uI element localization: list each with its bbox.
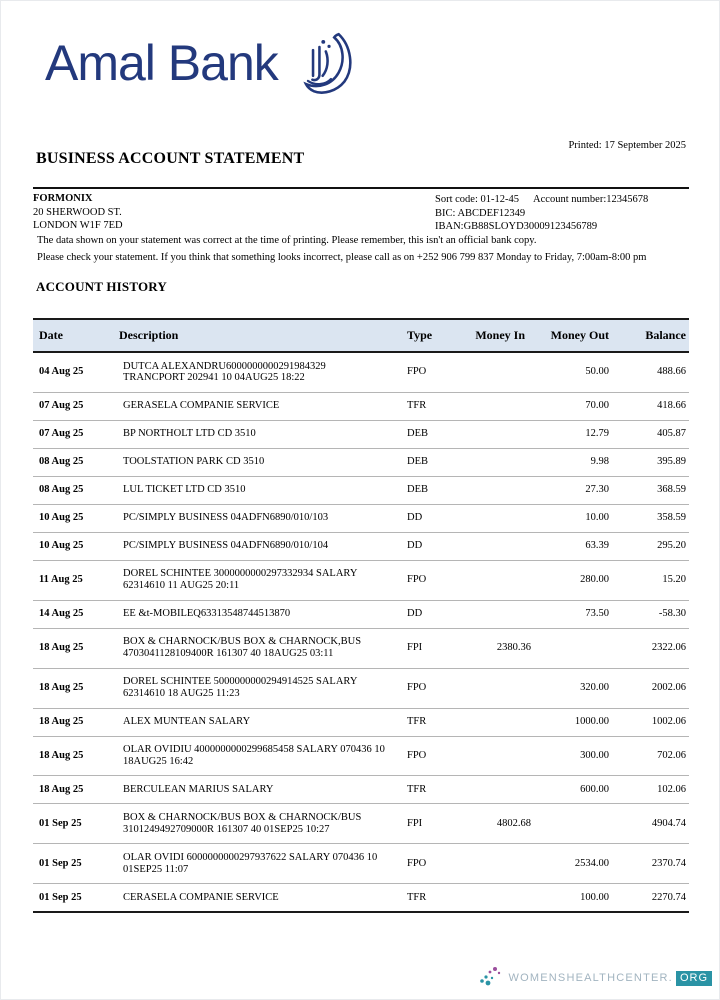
table-row — [33, 420, 689, 448]
cell-date: 08 Aug 25 — [33, 476, 119, 504]
cell-balance: 702.06 — [617, 736, 689, 776]
cell-balance: 488.66 — [617, 352, 689, 392]
notice-line2: Please check your statement. If you think that something looks incorrect, please call as on +252 906 799 837 Monday to Friday, 7:00am-8:00 pm — [37, 251, 647, 263]
cell-type: FPI — [399, 628, 455, 668]
cell-description: BOX & CHARNOCK/BUS BOX & CHARNOCK,BUS 4703041128109400R 161307 40 18AUG25 03:11 — [119, 628, 399, 668]
cell-date: 18 Aug 25 — [33, 668, 119, 708]
cell-balance: 395.89 — [617, 448, 689, 476]
cell-money-in — [455, 352, 533, 392]
account-address-line1: 20 SHERWOOD ST. — [33, 206, 122, 218]
cell-money-in — [455, 844, 533, 884]
cell-balance: 4904.74 — [617, 804, 689, 844]
cell-money-out: 27.30 — [533, 476, 617, 504]
cell-type: FPI — [399, 804, 455, 844]
cell-balance: 418.66 — [617, 392, 689, 420]
table-row — [33, 884, 689, 912]
cell-balance: 15.20 — [617, 560, 689, 600]
cell-description: DUTCA ALEXANDRU6000000000291984329 TRANCPORT 202941 10 04AUG25 18:22 — [119, 352, 399, 392]
cell-type: FPO — [399, 560, 455, 600]
cell-type: DD — [399, 532, 455, 560]
cell-money-in: 2380.36 — [455, 628, 533, 668]
account-history-table-wrap — [33, 318, 689, 913]
cell-description: PC/SIMPLY BUSINESS 04ADFN6890/010/103 — [119, 504, 399, 532]
cell-date: 14 Aug 25 — [33, 600, 119, 628]
cell-type: TFR — [399, 708, 455, 736]
site-tld-badge: ORG — [676, 971, 712, 986]
site-name-text: WOMENSHEALTHCENTER. — [508, 972, 673, 984]
cell-money-in — [455, 476, 533, 504]
cell-description: EE &t-MOBILEQ63313548744513870 — [119, 600, 399, 628]
cell-money-out: 600.00 — [533, 776, 617, 804]
cell-date: 07 Aug 25 — [33, 392, 119, 420]
table-row — [33, 448, 689, 476]
cell-description: OLAR OVIDIU 4000000000299685458 SALARY 070436 10 18AUG25 16:42 — [119, 736, 399, 776]
table-row — [33, 600, 689, 628]
cell-money-in — [455, 392, 533, 420]
cell-balance: 2002.06 — [617, 668, 689, 708]
cell-type: TFR — [399, 776, 455, 804]
cell-money-out — [533, 628, 617, 668]
cell-type: TFR — [399, 884, 455, 912]
amal-bank-emblem — [290, 31, 354, 95]
cell-description: PC/SIMPLY BUSINESS 04ADFN6890/010/104 — [119, 532, 399, 560]
cell-type: FPO — [399, 736, 455, 776]
cell-description: ALEX MUNTEAN SALARY — [119, 708, 399, 736]
iban: IBAN:GB88SLOYD30009123456789 — [435, 221, 598, 233]
cell-money-out: 320.00 — [533, 668, 617, 708]
cell-money-in — [455, 600, 533, 628]
sort-code: Sort code: 01-12-45 — [435, 194, 519, 205]
cell-money-out: 63.39 — [533, 532, 617, 560]
cell-money-in — [455, 776, 533, 804]
cell-money-out: 9.98 — [533, 448, 617, 476]
statement-notice — [37, 233, 646, 267]
cell-money-in — [455, 708, 533, 736]
womenshealthcenter-logo — [479, 966, 712, 990]
col-header-money-in: Money In — [455, 319, 533, 352]
table-row — [33, 736, 689, 776]
cell-description: BP NORTHOLT LTD CD 3510 — [119, 420, 399, 448]
cell-money-out: 1000.00 — [533, 708, 617, 736]
table-row — [33, 560, 689, 600]
cell-description: LUL TICKET LTD CD 3510 — [119, 476, 399, 504]
cell-date: 04 Aug 25 — [33, 352, 119, 392]
cell-money-out: 70.00 — [533, 392, 617, 420]
table-row — [33, 392, 689, 420]
cell-money-out: 300.00 — [533, 736, 617, 776]
cell-money-out: 12.79 — [533, 420, 617, 448]
cell-balance: 2270.74 — [617, 884, 689, 912]
bank-logo-text: Amal Bank — [45, 35, 278, 91]
cell-type: DEB — [399, 420, 455, 448]
col-header-type: Type — [399, 319, 455, 352]
cell-description: DOREL SCHINTEE 3000000000297332934 SALARY 62314610 11 AUG25 20:11 — [119, 560, 399, 600]
cell-money-in — [455, 420, 533, 448]
cell-money-out: 50.00 — [533, 352, 617, 392]
cell-type: FPO — [399, 352, 455, 392]
cell-balance: 2322.06 — [617, 628, 689, 668]
cell-money-in — [455, 560, 533, 600]
table-row — [33, 352, 689, 392]
cell-money-in — [455, 504, 533, 532]
table-row — [33, 844, 689, 884]
cell-money-in — [455, 532, 533, 560]
cell-money-in — [455, 736, 533, 776]
cell-description: TOOLSTATION PARK CD 3510 — [119, 448, 399, 476]
table-row — [33, 532, 689, 560]
account-number: Account number:12345678 — [533, 194, 649, 205]
table-row — [33, 776, 689, 804]
bic: BIC: ABCDEF12349 — [435, 207, 526, 219]
cell-date: 10 Aug 25 — [33, 532, 119, 560]
cell-balance: 102.06 — [617, 776, 689, 804]
cell-date: 18 Aug 25 — [33, 736, 119, 776]
cell-date: 11 Aug 25 — [33, 560, 119, 600]
cell-type: DD — [399, 600, 455, 628]
col-header-description: Description — [119, 319, 399, 352]
account-address-line2: LONDON W1F 7ED — [33, 220, 123, 232]
cell-balance: 368.59 — [617, 476, 689, 504]
page-title: BUSINESS ACCOUNT STATEMENT — [36, 150, 305, 167]
col-header-date: Date — [33, 319, 119, 352]
cell-date: 18 Aug 25 — [33, 628, 119, 668]
cell-money-out — [533, 804, 617, 844]
account-numbers-block — [435, 193, 689, 234]
cell-description: BERCULEAN MARIUS SALARY — [119, 776, 399, 804]
account-history-heading: ACCOUNT HISTORY — [36, 279, 168, 294]
cell-type: FPO — [399, 668, 455, 708]
table-row — [33, 804, 689, 844]
table-row — [33, 504, 689, 532]
cell-money-out: 10.00 — [533, 504, 617, 532]
cell-balance: 1002.06 — [617, 708, 689, 736]
account-holder-name: FORMONIX — [33, 193, 93, 204]
table-row — [33, 708, 689, 736]
notice-line1: The data shown on your statement was correct at the time of printing. Please remember, this isn't an official bank copy. — [37, 235, 537, 246]
cell-balance: 358.59 — [617, 504, 689, 532]
cell-date: 01 Sep 25 — [33, 884, 119, 912]
cell-description: CERASELA COMPANIE SERVICE — [119, 884, 399, 912]
cell-description: OLAR OVIDI 6000000000297937622 SALARY 070436 10 01SEP25 11:07 — [119, 844, 399, 884]
cell-money-out: 73.50 — [533, 600, 617, 628]
cell-date: 01 Sep 25 — [33, 844, 119, 884]
cell-date: 01 Sep 25 — [33, 804, 119, 844]
table-header-row — [33, 319, 689, 352]
cell-balance: 405.87 — [617, 420, 689, 448]
cell-type: DEB — [399, 476, 455, 504]
cell-date: 07 Aug 25 — [33, 420, 119, 448]
cell-type: DEB — [399, 448, 455, 476]
cell-type: FPO — [399, 844, 455, 884]
printed-date: Printed: 17 September 2025 — [568, 140, 686, 151]
cell-money-in — [455, 448, 533, 476]
cell-money-out: 280.00 — [533, 560, 617, 600]
col-header-balance: Balance — [617, 319, 689, 352]
table-row — [33, 476, 689, 504]
table-row — [33, 668, 689, 708]
cell-description: DOREL SCHINTEE 5000000000294914525 SALARY 62314610 18 AUG25 11:23 — [119, 668, 399, 708]
cell-description: GERASELA COMPANIE SERVICE — [119, 392, 399, 420]
cell-balance: -58.30 — [617, 600, 689, 628]
cell-description: BOX & CHARNOCK/BUS BOX & CHARNOCK/BUS 3101249492709000R 161307 40 01SEP25 10:27 — [119, 804, 399, 844]
cell-balance: 2370.74 — [617, 844, 689, 884]
cell-type: TFR — [399, 392, 455, 420]
cell-date: 08 Aug 25 — [33, 448, 119, 476]
cell-balance: 295.20 — [617, 532, 689, 560]
account-history-table — [33, 318, 689, 913]
cell-money-in — [455, 884, 533, 912]
cell-money-out: 100.00 — [533, 884, 617, 912]
cell-money-out: 2534.00 — [533, 844, 617, 884]
cell-type: DD — [399, 504, 455, 532]
bank-logo — [45, 31, 354, 95]
cell-money-in — [455, 668, 533, 708]
cell-date: 10 Aug 25 — [33, 504, 119, 532]
cell-money-in: 4802.68 — [455, 804, 533, 844]
table-row — [33, 628, 689, 668]
cell-date: 18 Aug 25 — [33, 776, 119, 804]
col-header-money-out: Money Out — [533, 319, 617, 352]
dots-swirl-icon — [479, 966, 505, 990]
cell-date: 18 Aug 25 — [33, 708, 119, 736]
account-details-block — [33, 187, 689, 233]
history-table-body — [33, 352, 689, 912]
